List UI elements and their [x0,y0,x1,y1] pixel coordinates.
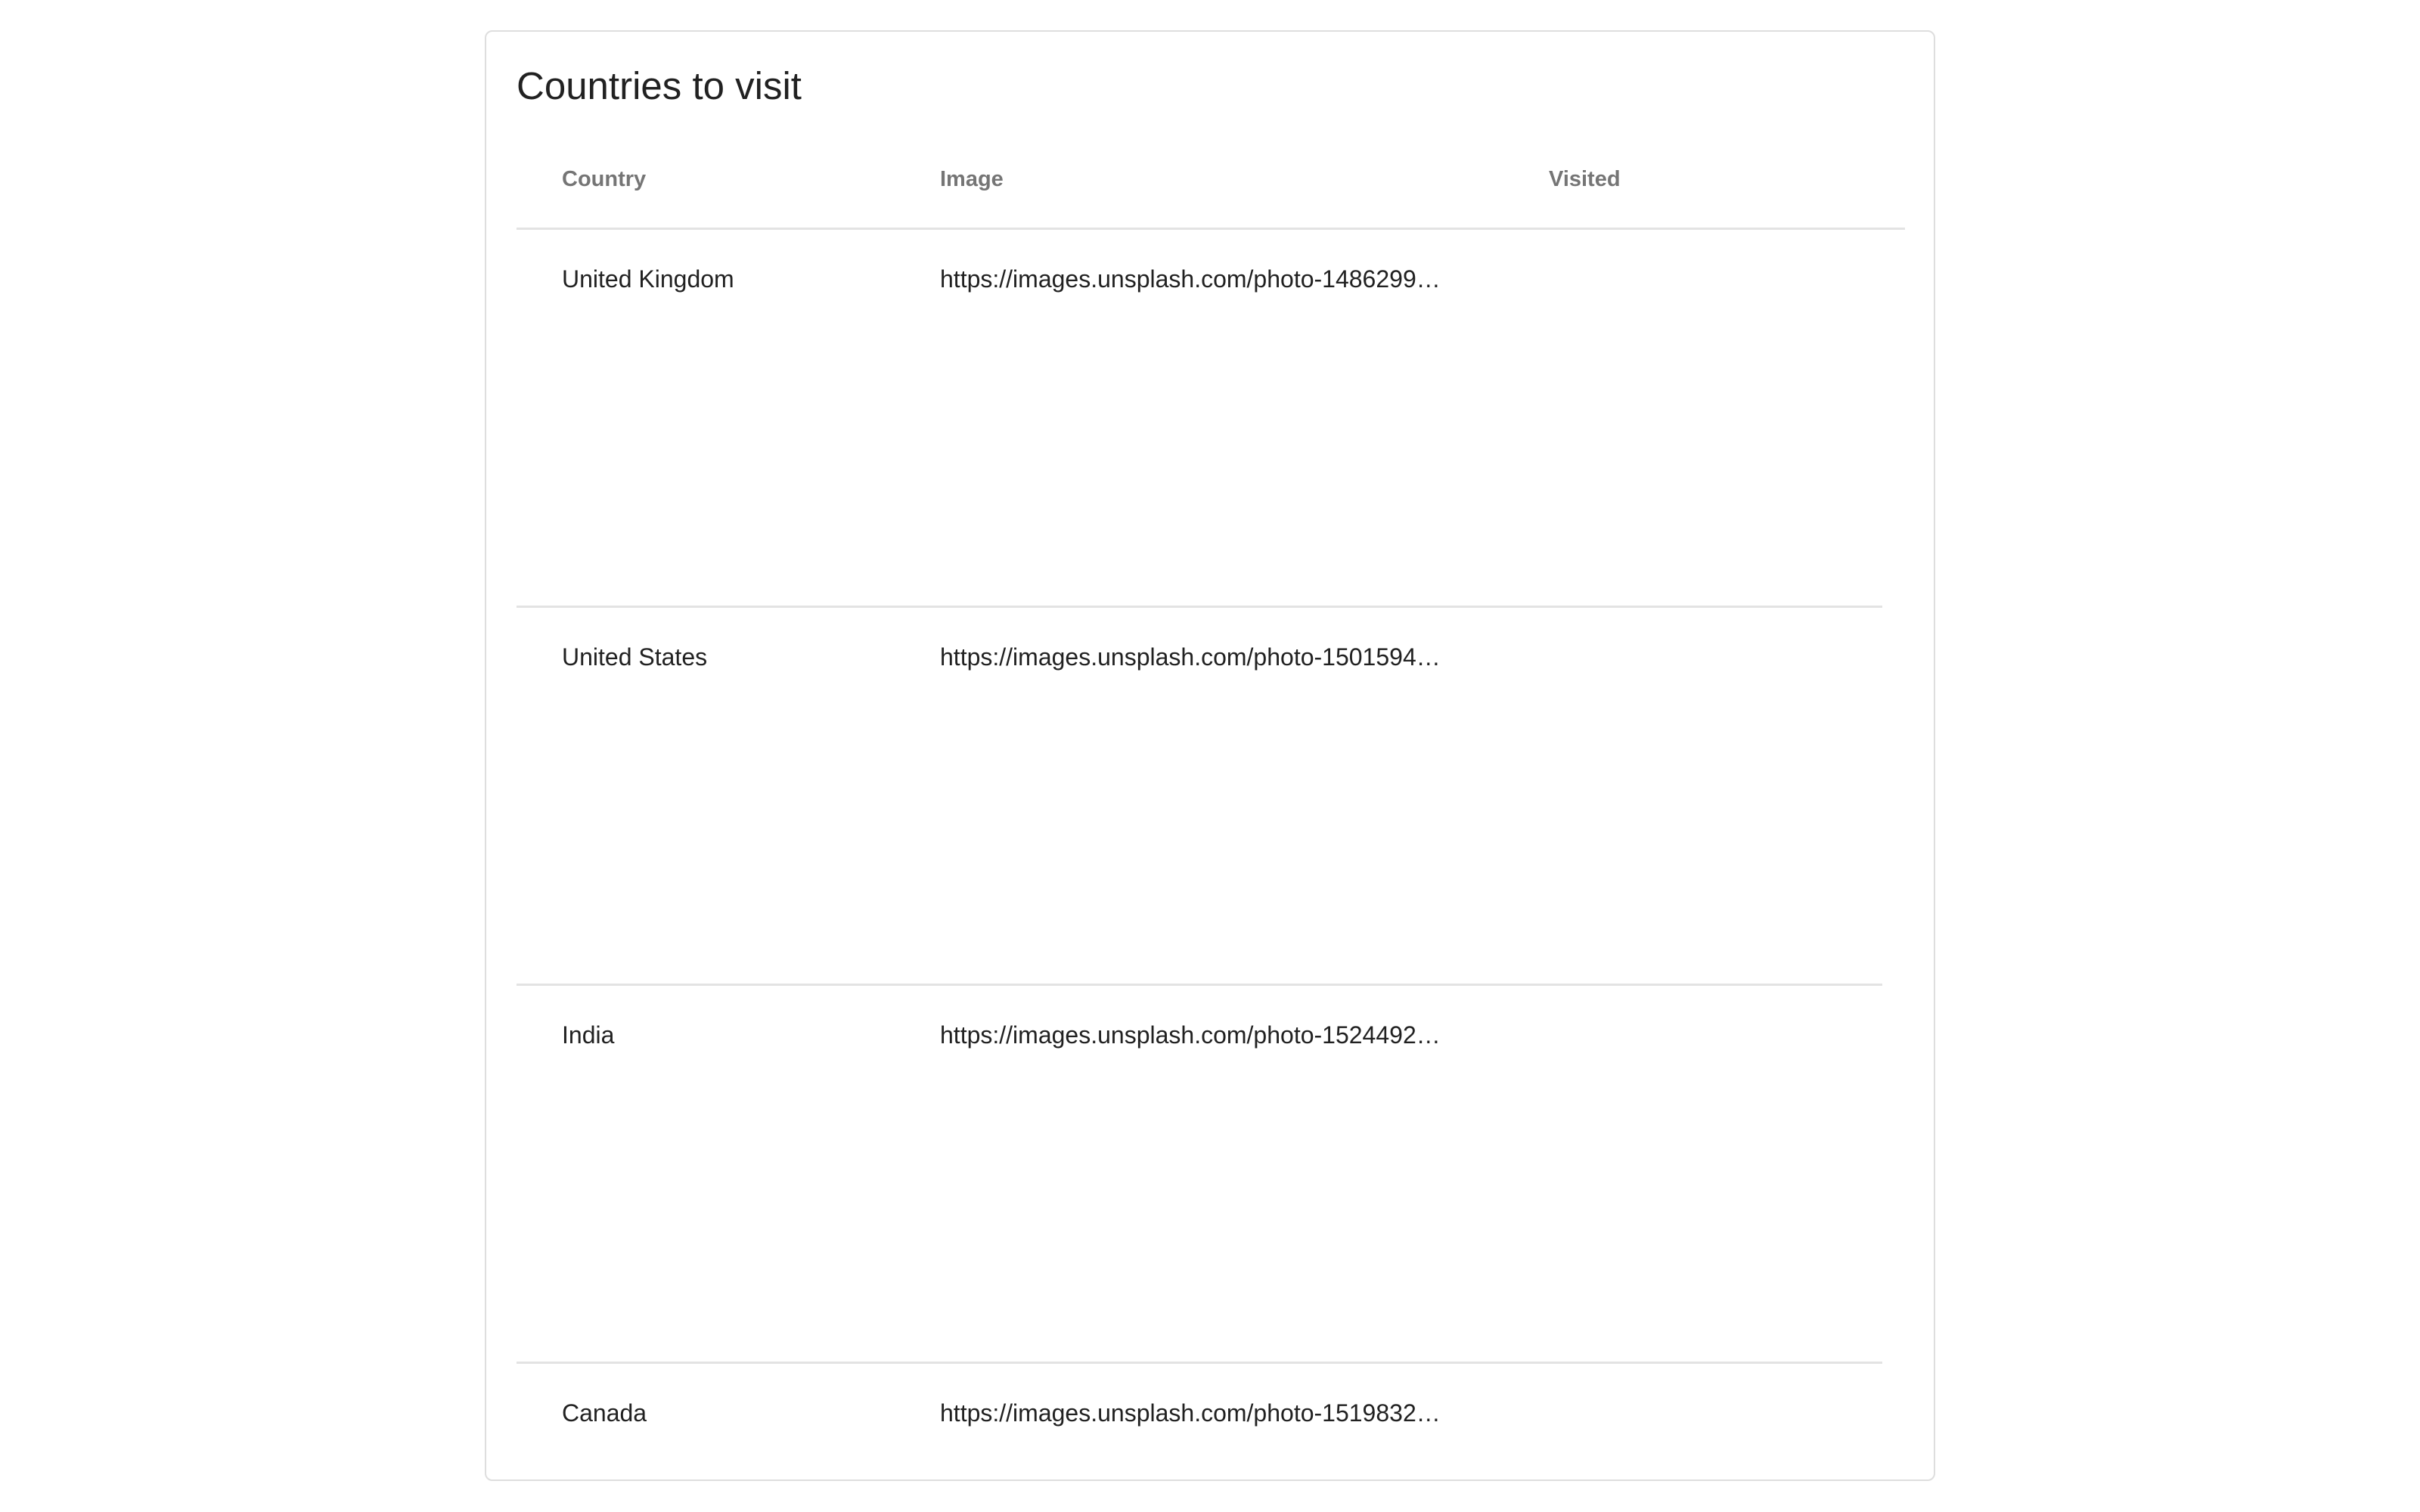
cell-country: Canada [562,1399,647,1427]
table-row[interactable] [517,1364,1882,1481]
table-row[interactable] [517,986,1882,1364]
table-body [517,230,1882,1481]
cell-visited [1549,1398,1851,1428]
cell-visited [1549,264,1851,294]
cell-image-url: https://images.unsplash.com/photo-1501594… [940,643,1441,671]
table-row[interactable] [517,608,1882,986]
card-title: Countries to visit [517,64,802,107]
table-row[interactable] [517,230,1882,608]
cell-country: United States [562,643,708,671]
cell-country: United Kingdom [562,265,734,293]
cell-visited [1549,642,1851,672]
column-header-country[interactable]: Country [562,167,647,191]
cell-image-url: https://images.unsplash.com/photo-1519832… [940,1399,1441,1427]
cell-image-url: https://images.unsplash.com/photo-1486299… [940,265,1441,293]
table-header-row [517,130,1905,230]
countries-card [485,30,1935,1481]
column-header-image[interactable]: Image [940,167,1004,191]
countries-table [517,130,1905,1481]
column-header-visited[interactable]: Visited [1549,167,1621,191]
cell-image-url: https://images.unsplash.com/photo-1524492… [940,1021,1441,1049]
cell-visited [1549,1020,1851,1050]
cell-country: India [562,1021,615,1049]
